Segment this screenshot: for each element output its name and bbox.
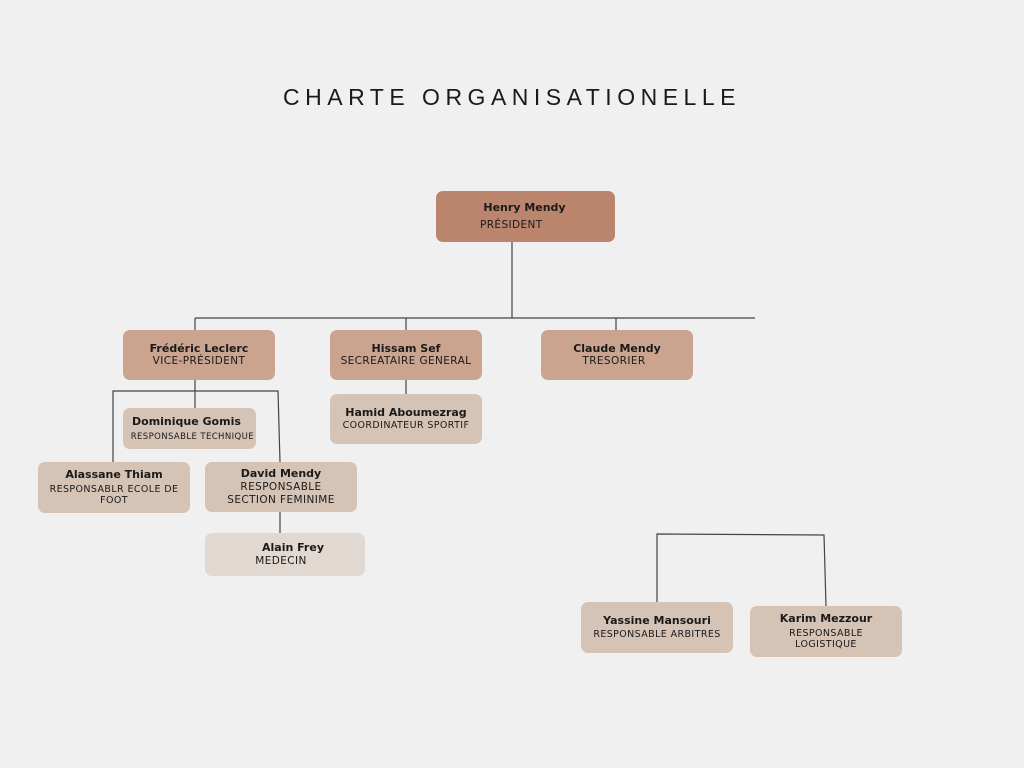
- president-box: [436, 191, 615, 242]
- football-school-role-line2: FOOT: [100, 495, 128, 507]
- logistics-box: [750, 606, 902, 657]
- president-role: PRÉSIDENT: [480, 218, 543, 231]
- connector-referees-logistics: [657, 534, 826, 606]
- referees-box: [581, 602, 733, 653]
- vice-president-role: VICE-PRÉSIDENT: [152, 355, 246, 368]
- technical-manager-role: RESPONSABLE TECHNIQUE: [130, 431, 254, 442]
- football-school-role-line1: RESPONSABLR ECOLE DE: [49, 483, 179, 495]
- secretary-role: SECREATAIRE GENERAL: [340, 355, 472, 368]
- football-school-name: Alassane Thiam: [65, 467, 163, 481]
- women-section-name: David Mendy: [240, 466, 322, 480]
- logistics-role-line1: RESPONSABLE: [789, 627, 863, 639]
- chart-title: CHARTE ORGANISATIONELLE: [283, 84, 741, 110]
- doctor-role: MEDECIN: [255, 554, 307, 567]
- treasurer-role: TRESORIER: [582, 355, 646, 368]
- football-school-box: [38, 462, 190, 513]
- referees-name: Yassine Mansouri: [603, 613, 711, 627]
- logistics-role-line2: LOGISTIQUE: [795, 639, 857, 651]
- technical-manager-box: [123, 408, 256, 449]
- secretary-box: [330, 330, 482, 380]
- coordinator-box: [330, 394, 482, 444]
- referees-role: RESPONSABLE ARBITRES: [593, 629, 721, 641]
- women-section-role-line1: RESPONSABLE: [240, 481, 322, 494]
- vice-president-name: Frédéric Leclerc: [149, 341, 249, 355]
- women-section-role-line2: SECTION FEMINIME: [227, 494, 335, 507]
- logistics-name: Karim Mezzour: [779, 611, 873, 625]
- treasurer-box: [541, 330, 693, 380]
- treasurer-name: Claude Mendy: [573, 341, 661, 355]
- coordinator-name: Hamid Aboumezrag: [345, 406, 467, 420]
- secretary-name: Hissam Sef: [371, 341, 441, 355]
- vice-president-box: [123, 330, 275, 380]
- doctor-box: [205, 533, 365, 576]
- women-section-box: [205, 462, 357, 512]
- technical-manager-name: Dominique Gomis: [132, 414, 241, 428]
- doctor-name: Alain Frey: [261, 541, 324, 555]
- president-name: Henry Mendy: [483, 201, 566, 215]
- coordinator-role: COORDINATEUR SPORTIF: [342, 419, 470, 431]
